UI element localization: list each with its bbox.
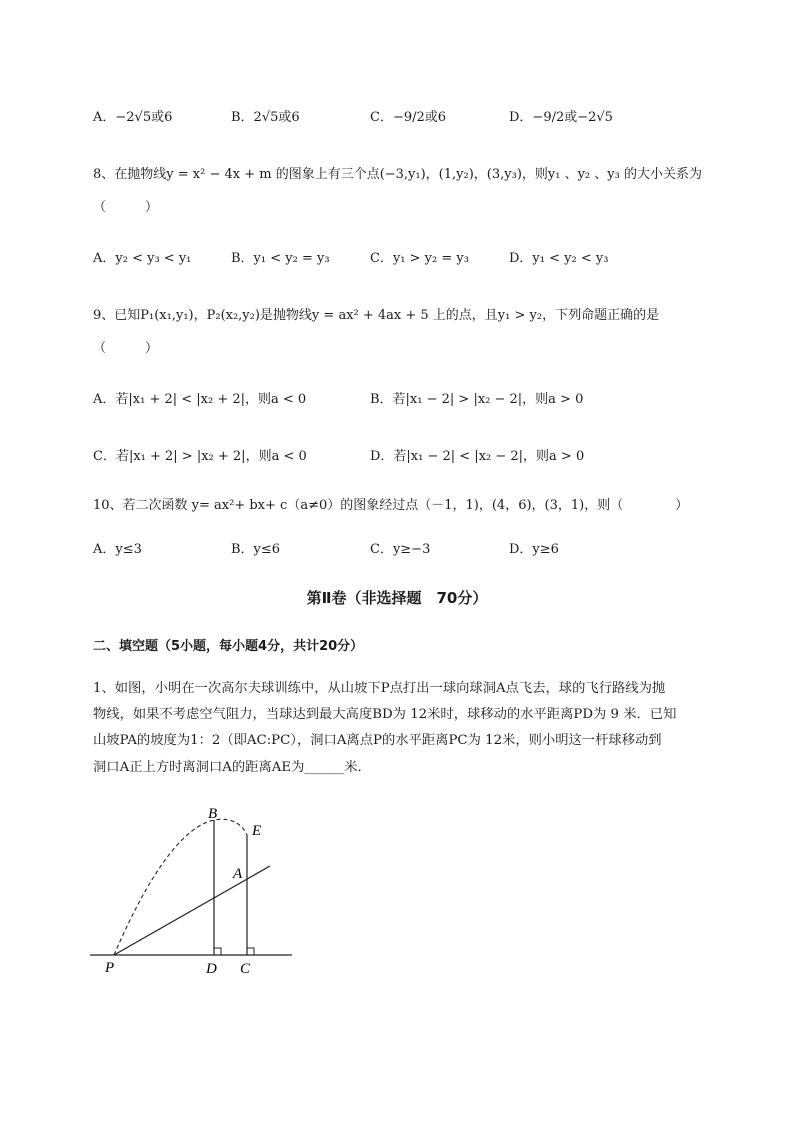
q9-stem: 9、已知P₁(x₁,y₁)，P₂(x₂,y₂)是抛物线y = ax² + 4ax + 5 上的点，且y₁ > y₂，下列命题正确的是 <box>93 308 660 323</box>
q9-option-a: A．若|x₁ + 2| < |x₂ + 2|，则a < 0 <box>93 392 307 407</box>
q10-option-b: B．y≤6 <box>231 542 281 557</box>
ball-trajectory-parabola <box>114 819 247 955</box>
fill1-line1: 1、如图，小明在一次高尔夫球训练中，从山坡下P点打出一球向球洞A点飞去，球的飞行路线为抛 <box>93 681 666 696</box>
label-b: B <box>208 806 218 822</box>
q10-stem: 10、若二次函数 y= ax²+ bx+ c（a≠0）的图象经过点（－1，1)，(4，6)，(3，1)，则（ ） <box>93 498 689 513</box>
q7-option-b: B．2√5或6 <box>231 110 300 125</box>
q8-option-d: D．y₁ < y₂ < y₃ <box>509 251 609 266</box>
fill1-line3: 山坡PA的坡度为1：2（即AC:PC），洞口A离点P的水平距离PC为 12米，则小明这一杆球移动到 <box>93 733 662 748</box>
q8-answer-paren: （ ） <box>93 200 159 215</box>
q7-option-a: A．−2√5或6 <box>93 110 173 125</box>
q10-option-c: C．y≥−3 <box>370 542 431 557</box>
label-d: D <box>206 961 217 977</box>
label-c: C <box>240 961 251 977</box>
q10-option-a: A．y≤3 <box>93 542 142 557</box>
q8-option-a: A．y₂ < y₃ < y₁ <box>93 251 192 266</box>
q10-option-d: D．y≥6 <box>509 542 559 557</box>
fill1-line4: 洞口A正上方时离洞口A的距离AE为______米． <box>93 760 371 775</box>
q7-option-c: C．−9/2或6 <box>370 110 447 125</box>
label-p: P <box>105 960 115 976</box>
fill1-line2: 物线，如果不考虑空气阻力，当球达到最大高度BD为 12米时，球移动的水平距离PD为 9 米．已知 <box>93 707 677 722</box>
q9-answer-paren: （ ） <box>93 341 159 356</box>
fill-blank-heading: 二、填空题（5小题，每小题4分，共计20分） <box>93 639 364 654</box>
label-a: A <box>233 866 243 882</box>
q7-option-d: D．−9/2或−2√5 <box>509 110 613 125</box>
q8-option-c: C．y₁ > y₂ = y₃ <box>370 251 469 266</box>
part2-title: 第Ⅱ卷（非选择题 70分） <box>306 589 488 607</box>
q8-stem: 8、在抛物线y = x² − 4x + m 的图象上有三个点(−3,y₁)，(1,y₂)，(3,y₃)，则y₁ 、y₂ 、y₃ 的大小关系为 <box>93 167 702 182</box>
golf-trajectory-figure <box>80 790 310 990</box>
q9-option-d: D．若|x₁ − 2| < |x₂ − 2|，则a > 0 <box>370 449 585 464</box>
q9-option-c: C．若|x₁ + 2| > |x₂ + 2|，则a < 0 <box>93 449 307 464</box>
label-e: E <box>252 823 262 839</box>
q8-option-b: B．y₁ < y₂ = y₃ <box>231 251 330 266</box>
right-angle-mark-c <box>247 948 254 955</box>
right-angle-mark-d <box>214 948 221 955</box>
q9-option-b: B．若|x₁ − 2| > |x₂ − 2|，则a > 0 <box>370 392 584 407</box>
